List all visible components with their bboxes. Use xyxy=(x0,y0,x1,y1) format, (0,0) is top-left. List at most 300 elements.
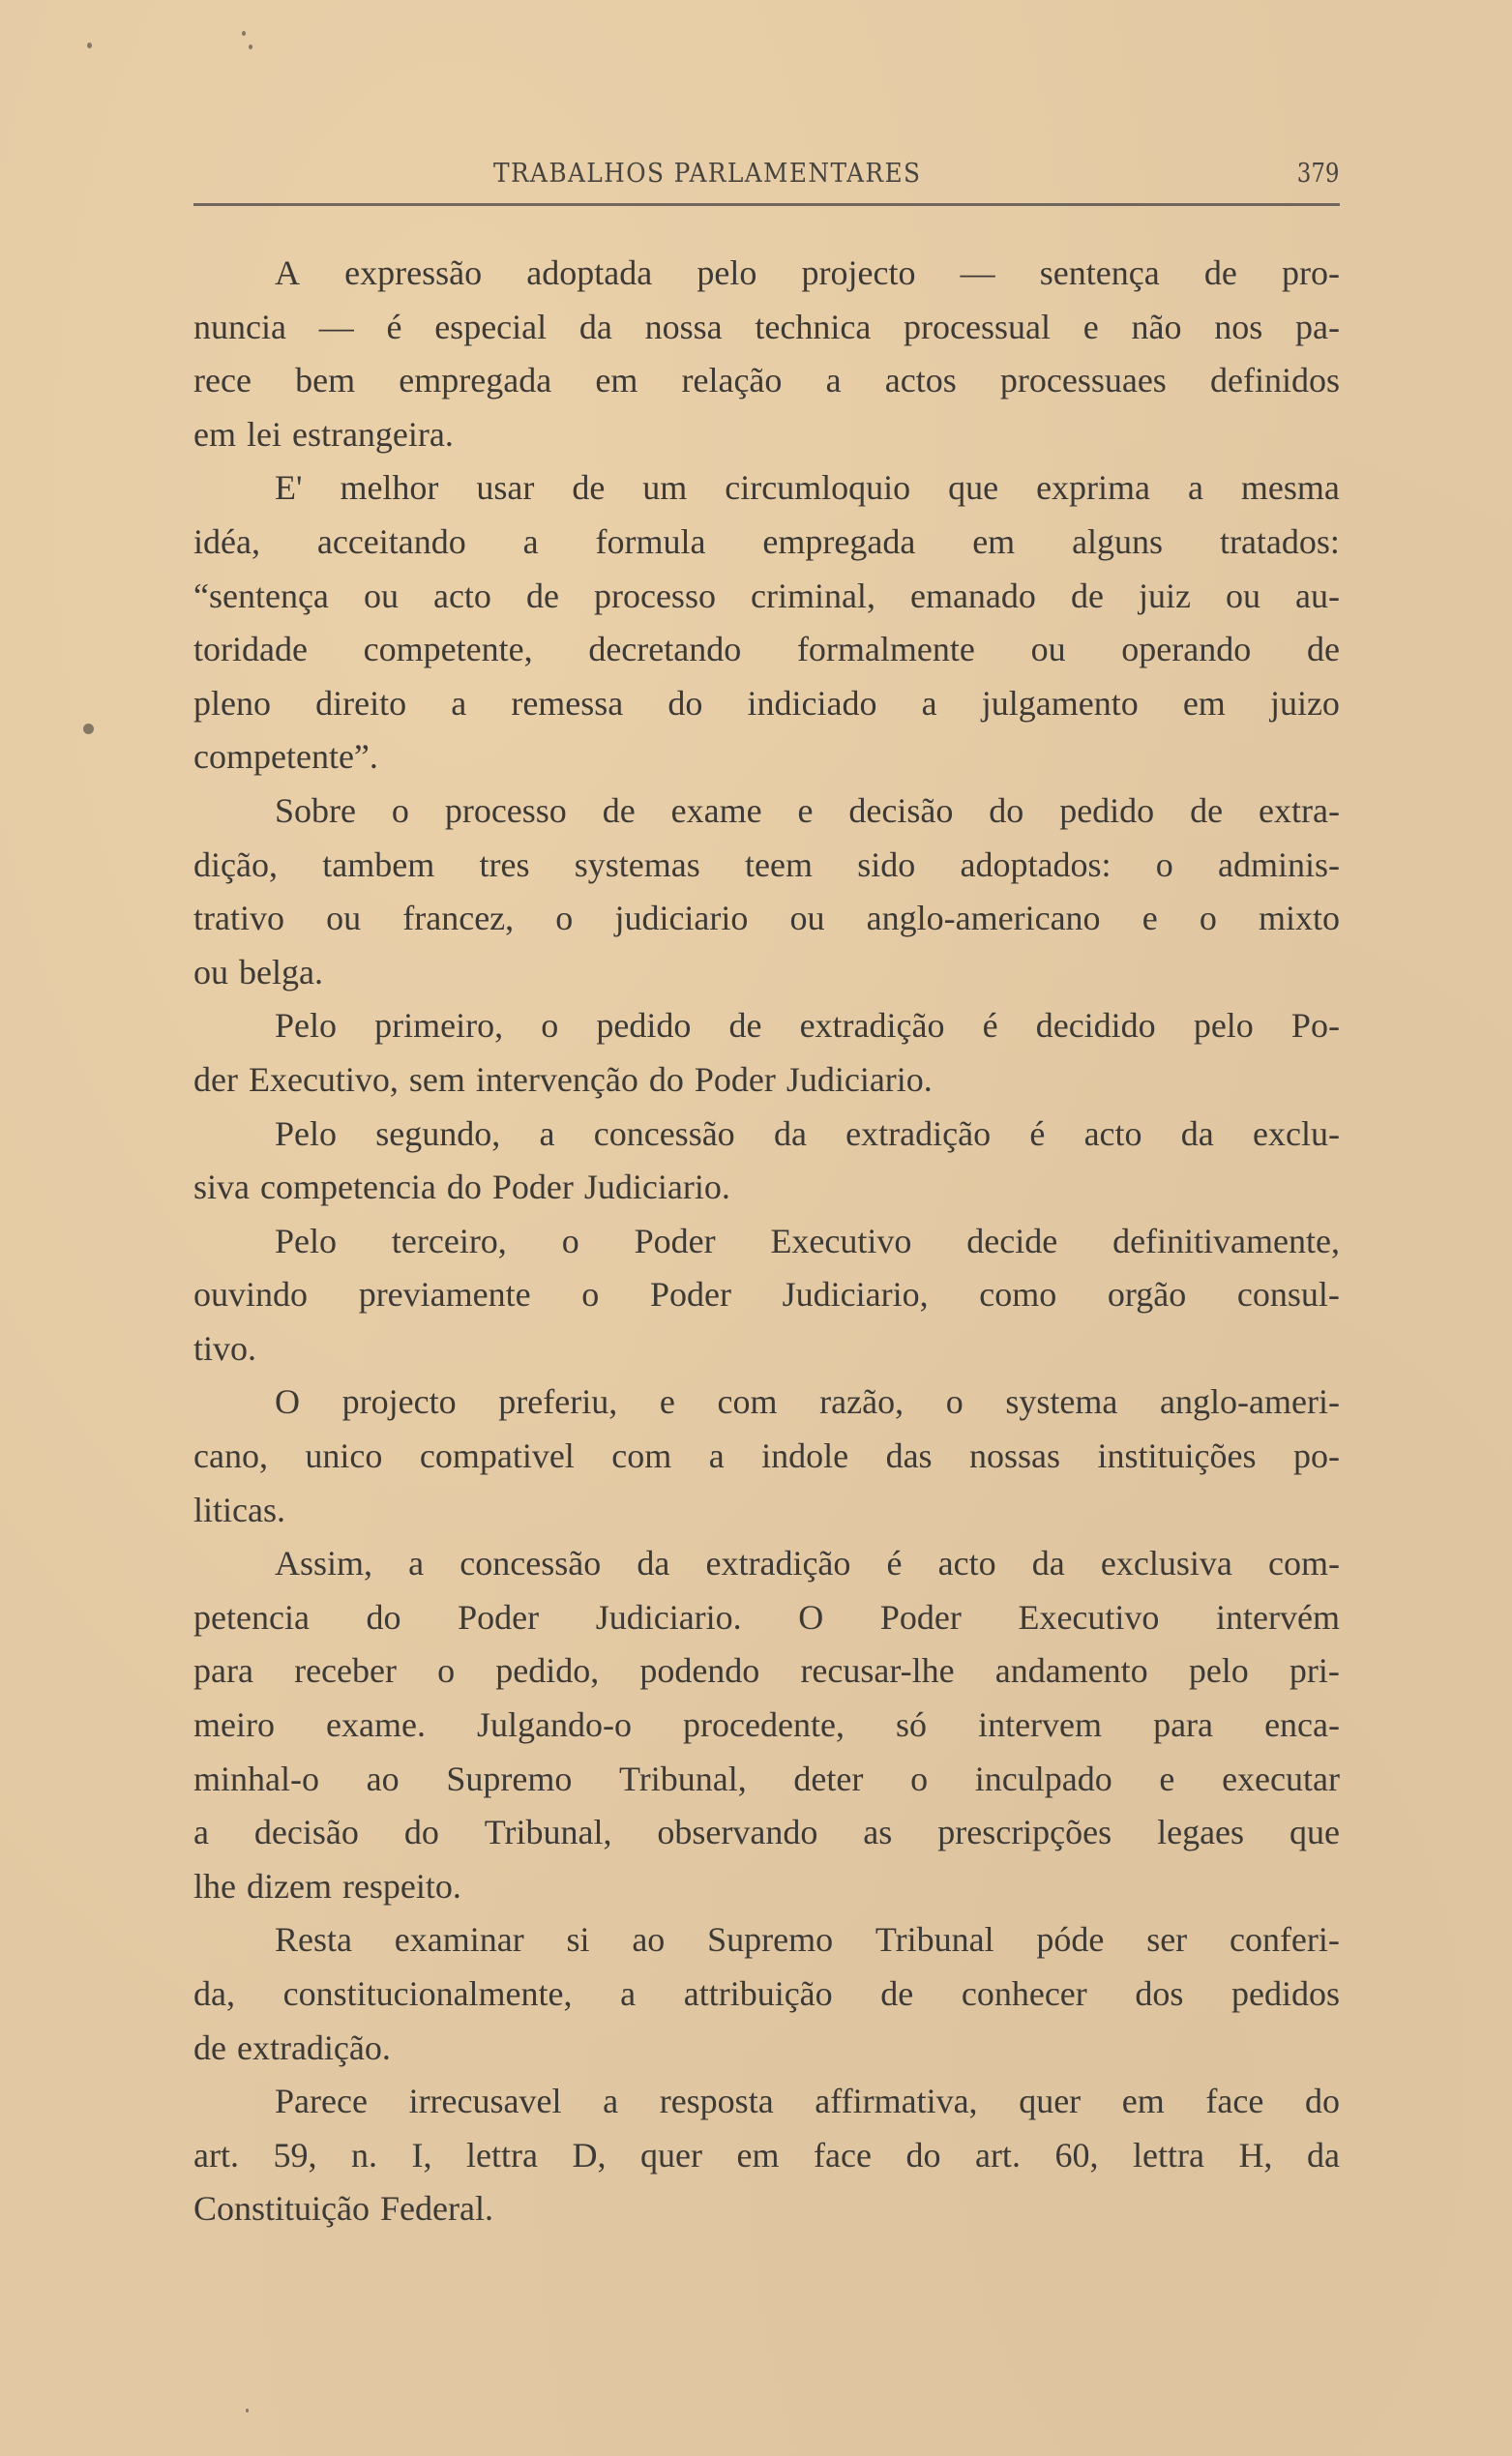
word: po- xyxy=(1292,1436,1340,1476)
word: e xyxy=(797,790,814,830)
word: direito xyxy=(315,683,407,723)
word: pedido xyxy=(1059,790,1155,830)
word: procedente, xyxy=(683,1705,845,1745)
word: formalmente xyxy=(796,630,975,669)
body-text xyxy=(193,247,1340,2236)
word: de xyxy=(1070,576,1104,615)
word: empregada xyxy=(399,361,552,400)
word: expressão xyxy=(344,253,483,292)
word: actos xyxy=(884,361,957,400)
word: de xyxy=(572,468,606,508)
word: empregada xyxy=(762,521,916,561)
running-header xyxy=(193,155,1340,193)
word: tivo. xyxy=(193,1328,257,1368)
word: systema xyxy=(1005,1382,1118,1422)
word: o xyxy=(437,1651,456,1691)
word: O xyxy=(275,1382,300,1422)
text-line xyxy=(193,516,1340,570)
word: formula xyxy=(595,521,706,561)
text-line xyxy=(193,2129,1340,2183)
word: operando xyxy=(1121,630,1252,669)
text-line xyxy=(193,247,1340,301)
word: o xyxy=(541,1006,559,1046)
word: 60, xyxy=(1054,2135,1099,2175)
word: extradição xyxy=(705,1544,851,1583)
word: ouvindo xyxy=(193,1275,309,1315)
word: o xyxy=(555,899,574,938)
word: — xyxy=(960,253,995,292)
word: art. xyxy=(974,2135,1021,2175)
word: n. xyxy=(351,2135,377,2175)
text-line xyxy=(193,839,1340,893)
word: adminis- xyxy=(1218,844,1340,884)
word: de xyxy=(525,576,559,615)
word: ser xyxy=(1146,1920,1188,1960)
word: exame xyxy=(670,790,762,830)
word: acceitando xyxy=(316,521,466,561)
word: technica xyxy=(755,307,872,346)
word: intervem xyxy=(978,1705,1103,1745)
word: definitivamente, xyxy=(1112,1221,1340,1260)
text-line xyxy=(193,946,1340,1000)
word: Tribunal xyxy=(875,1920,994,1960)
word: francez, xyxy=(402,899,515,938)
word: com xyxy=(611,1436,672,1476)
word: ao xyxy=(632,1920,666,1960)
word: pedidos xyxy=(1231,1974,1340,2013)
word: competente, xyxy=(363,630,533,669)
word: anglo-ameri- xyxy=(1160,1382,1340,1422)
word: face xyxy=(814,2135,872,2175)
word: quer xyxy=(640,2135,702,2175)
word: teem xyxy=(744,844,813,884)
word: pa- xyxy=(1294,307,1340,346)
text-line xyxy=(193,1913,1340,1968)
word: resposta xyxy=(659,2082,774,2121)
word: intervém xyxy=(1216,1597,1340,1637)
word: o xyxy=(391,790,409,830)
word: O xyxy=(798,1597,824,1637)
word: decretando xyxy=(588,630,742,669)
text-line xyxy=(193,1699,1340,1753)
word: orgão xyxy=(1107,1275,1187,1315)
word: Supremo xyxy=(707,1920,834,1960)
word: circumloquio xyxy=(725,468,911,508)
text-line xyxy=(193,570,1340,624)
word: face xyxy=(1205,2082,1264,2121)
word: e xyxy=(1082,307,1099,346)
word: em xyxy=(193,414,236,454)
text-line xyxy=(193,354,1340,408)
word: extradição xyxy=(799,1006,945,1046)
word: minhal-o xyxy=(193,1759,319,1798)
word: Poder xyxy=(694,1059,776,1099)
word: é xyxy=(886,1544,903,1583)
word: petencia xyxy=(193,1597,310,1637)
text-line xyxy=(193,1108,1340,1162)
word: extradição. xyxy=(236,2027,391,2067)
text-line xyxy=(193,623,1340,677)
word: au- xyxy=(1295,576,1340,615)
word: andamento xyxy=(994,1651,1148,1691)
text-line xyxy=(193,1376,1340,1430)
word: Constituição xyxy=(193,2189,370,2229)
word: exclusiva xyxy=(1100,1544,1232,1583)
word: do xyxy=(1304,2082,1340,2121)
word: nossa xyxy=(644,307,723,346)
word: em xyxy=(1182,683,1226,723)
word: indiciado xyxy=(747,683,877,723)
word: “sentença xyxy=(193,576,329,615)
word: definidos xyxy=(1209,361,1340,400)
word: concessão xyxy=(593,1113,735,1153)
word: ao xyxy=(366,1759,400,1798)
word: que xyxy=(1289,1813,1340,1852)
word: um xyxy=(642,468,688,508)
word: pedido xyxy=(596,1006,692,1046)
word: conhecer xyxy=(961,1974,1087,2013)
word: lhe xyxy=(193,1866,236,1906)
text-line xyxy=(193,1968,1340,2022)
word: Executivo xyxy=(770,1221,912,1260)
word: projecto xyxy=(801,253,916,292)
paper-speck xyxy=(83,724,94,734)
word: alguns xyxy=(1072,521,1164,561)
word: I, xyxy=(411,2135,432,2175)
word: respeito. xyxy=(341,1866,461,1906)
word: ou xyxy=(193,952,228,991)
word: lettra xyxy=(1132,2135,1204,2175)
word: conferi- xyxy=(1229,1920,1340,1960)
word: melhor xyxy=(340,468,439,508)
word: para xyxy=(1153,1705,1214,1745)
word: de xyxy=(880,1974,914,2013)
word: que xyxy=(948,468,999,508)
word: usar xyxy=(476,468,535,508)
word: deter xyxy=(793,1759,864,1798)
word: tres xyxy=(479,844,530,884)
text-line xyxy=(193,408,1340,462)
word: a xyxy=(408,1544,425,1583)
word: razão, xyxy=(819,1382,904,1422)
word: instituições xyxy=(1097,1436,1257,1476)
word: pedido, xyxy=(495,1651,600,1691)
word: e xyxy=(1159,1759,1175,1798)
text-line xyxy=(193,1860,1340,1914)
paper-speck xyxy=(249,44,252,49)
word: idéa, xyxy=(193,521,260,561)
text-line xyxy=(193,1268,1340,1322)
word: do xyxy=(648,1059,684,1099)
word: 59, xyxy=(273,2135,317,2175)
word: processuaes xyxy=(999,361,1167,400)
paper-speck xyxy=(87,43,92,48)
word: Resta xyxy=(275,1920,352,1960)
word: intervenção xyxy=(475,1059,638,1099)
word: indole xyxy=(761,1436,849,1476)
word: o xyxy=(1155,844,1173,884)
word: acto xyxy=(432,576,491,615)
word: Pelo xyxy=(275,1006,338,1046)
word: de xyxy=(1306,630,1340,669)
word: concessão xyxy=(460,1544,602,1583)
word: art. xyxy=(193,2135,239,2175)
word: Julgando-o xyxy=(477,1705,632,1745)
word: tambem xyxy=(322,844,435,884)
word: pelo xyxy=(1188,1651,1249,1691)
word: competencia xyxy=(260,1168,436,1207)
word: prescripções xyxy=(937,1813,1112,1852)
word: exprima xyxy=(1036,468,1151,508)
word: e xyxy=(1141,899,1158,938)
word: de xyxy=(1190,790,1224,830)
word: dizem xyxy=(246,1866,332,1906)
word: a xyxy=(1187,468,1203,508)
word: examinar xyxy=(394,1920,524,1960)
word: liticas. xyxy=(193,1490,285,1529)
word: enca- xyxy=(1264,1705,1340,1745)
word: nossas xyxy=(969,1436,1061,1476)
word: anglo-americano xyxy=(866,899,1101,938)
word: a xyxy=(620,1974,637,2013)
word: Pelo xyxy=(275,1113,338,1153)
word: da xyxy=(773,1113,807,1153)
word: com xyxy=(717,1382,778,1422)
word: do xyxy=(905,2135,941,2175)
word: em xyxy=(595,361,638,400)
word: da xyxy=(637,1544,670,1583)
word: Poder xyxy=(634,1221,716,1260)
text-line xyxy=(193,1161,1340,1215)
word: trativo xyxy=(193,899,284,938)
word: E' xyxy=(275,468,303,508)
word: ou xyxy=(326,899,362,938)
word: D, xyxy=(572,2135,607,2175)
text-line xyxy=(193,1644,1340,1699)
word: emanado xyxy=(909,576,1036,615)
word: Assim, xyxy=(275,1544,373,1583)
word: e xyxy=(659,1382,675,1422)
word: processo xyxy=(444,790,567,830)
word: com- xyxy=(1268,1544,1340,1583)
word: attribuição xyxy=(683,1974,833,2013)
word: recusar-lhe xyxy=(800,1651,955,1691)
word: pleno xyxy=(193,683,271,723)
word: Supremo xyxy=(446,1759,573,1798)
word: der xyxy=(193,1059,238,1099)
word: remessa xyxy=(511,683,624,723)
word: dição, xyxy=(193,844,278,884)
word: pri- xyxy=(1289,1651,1340,1691)
word: projecto xyxy=(341,1382,457,1422)
word: Judiciario. xyxy=(786,1059,933,1099)
text-line xyxy=(193,1053,1340,1108)
word: julgamento xyxy=(981,683,1139,723)
word: acto xyxy=(1083,1113,1142,1153)
word: judiciario xyxy=(614,899,749,938)
word: Tribunal, xyxy=(484,1813,612,1852)
word: Pelo xyxy=(275,1221,338,1260)
word: a xyxy=(539,1113,555,1153)
word: só xyxy=(896,1705,928,1745)
header-rule xyxy=(193,203,1340,206)
page-number: 379 xyxy=(1297,159,1340,189)
word: dos xyxy=(1135,1974,1184,2013)
word: primeiro, xyxy=(374,1006,504,1046)
word: a xyxy=(522,521,539,561)
word: processo xyxy=(593,576,716,615)
word: decisão xyxy=(253,1813,359,1852)
word: para xyxy=(193,1651,253,1691)
word: ou xyxy=(363,576,399,615)
text-line xyxy=(193,1806,1340,1860)
word: siva xyxy=(193,1168,250,1207)
word: exame. xyxy=(326,1705,426,1745)
word: do xyxy=(989,790,1024,830)
word: o xyxy=(581,1275,600,1315)
text-line xyxy=(193,1591,1340,1645)
word: exclu- xyxy=(1253,1113,1340,1153)
word: mixto xyxy=(1258,899,1340,938)
word: pelo xyxy=(697,253,757,292)
word: — xyxy=(318,307,354,346)
word: Poder xyxy=(491,1168,574,1207)
text-line xyxy=(193,1484,1340,1538)
word: consul- xyxy=(1236,1275,1340,1315)
word: o xyxy=(945,1382,964,1422)
text-line xyxy=(193,461,1340,516)
word: irrecusavel xyxy=(408,2082,562,2121)
word: processual xyxy=(904,307,1051,346)
word: o xyxy=(910,1759,929,1798)
word: belga. xyxy=(239,952,323,991)
word: a xyxy=(825,361,842,400)
word: Federal. xyxy=(380,2189,493,2229)
text-line xyxy=(193,1430,1340,1484)
word: extradição xyxy=(845,1113,992,1153)
word: executar xyxy=(1222,1759,1340,1798)
word: das xyxy=(885,1436,933,1476)
word: affirmativa, xyxy=(815,2082,978,2121)
word: adoptada xyxy=(526,253,653,292)
text-line xyxy=(193,1753,1340,1807)
word: Poder xyxy=(458,1597,540,1637)
word: da xyxy=(1031,1544,1065,1583)
word: do xyxy=(446,1168,482,1207)
word: rece xyxy=(193,361,252,400)
text-line xyxy=(193,2182,1340,2236)
word: de xyxy=(193,2027,226,2067)
word: da xyxy=(1180,1113,1214,1153)
word: H, xyxy=(1238,2135,1273,2175)
word: pro- xyxy=(1282,253,1340,292)
word: a xyxy=(451,683,467,723)
word: previamente xyxy=(358,1275,531,1315)
word: como xyxy=(979,1275,1057,1315)
word: adoptados: xyxy=(960,844,1112,884)
word: de xyxy=(602,790,636,830)
word: extra- xyxy=(1259,790,1340,830)
word: si xyxy=(566,1920,590,1960)
word: Executivo, xyxy=(248,1059,399,1099)
word: cano, xyxy=(193,1436,268,1476)
word: Po- xyxy=(1290,1006,1340,1046)
word: sido xyxy=(857,844,916,884)
word: ou xyxy=(1030,630,1066,669)
text-line xyxy=(193,999,1340,1053)
text-line xyxy=(193,784,1340,839)
word: lei xyxy=(246,414,282,454)
word: inculpado xyxy=(974,1759,1112,1798)
word: nos xyxy=(1214,307,1263,346)
word: de xyxy=(728,1006,762,1046)
text-line xyxy=(193,1537,1340,1591)
word: Judiciario. xyxy=(595,1597,742,1637)
word: é xyxy=(386,307,402,346)
word: da xyxy=(1306,2135,1340,2175)
word: a xyxy=(603,2082,619,2121)
word: Poder xyxy=(649,1275,731,1315)
word: do xyxy=(366,1597,401,1637)
word: systemas xyxy=(574,844,700,884)
word: meiro xyxy=(193,1705,275,1745)
word: Parece xyxy=(275,2082,368,2121)
word: lettra xyxy=(466,2135,538,2175)
word: a xyxy=(708,1436,725,1476)
text-line xyxy=(193,2022,1340,2076)
word: legaes xyxy=(1157,1813,1245,1852)
word: ou xyxy=(789,899,825,938)
word: do xyxy=(403,1813,439,1852)
word: Judiciario, xyxy=(782,1275,929,1315)
word: acto xyxy=(937,1544,996,1583)
word: constitucionalmente, xyxy=(282,1974,573,2013)
paper-speck xyxy=(242,31,246,36)
word: Poder xyxy=(879,1597,962,1637)
word: sentença xyxy=(1039,253,1160,292)
word: da, xyxy=(193,1974,235,2013)
word: sem xyxy=(408,1059,465,1099)
word: receber xyxy=(294,1651,397,1691)
word: competente”. xyxy=(193,737,378,777)
paper-speck xyxy=(246,2409,249,2412)
word: decidido xyxy=(1035,1006,1156,1046)
text-line xyxy=(193,2075,1340,2129)
word: nuncia xyxy=(193,307,286,346)
word: em xyxy=(972,521,1016,561)
word: em xyxy=(1121,2082,1165,2121)
word: toridade xyxy=(193,630,308,669)
text-line xyxy=(193,301,1340,355)
word: de xyxy=(1203,253,1237,292)
word: Executivo xyxy=(1018,1597,1160,1637)
text-line xyxy=(193,892,1340,946)
text-line xyxy=(193,677,1340,731)
word: compativel xyxy=(419,1436,575,1476)
text-line xyxy=(193,1322,1340,1376)
word: criminal, xyxy=(750,576,875,615)
word: estrangeira. xyxy=(291,414,454,454)
word: especial xyxy=(434,307,548,346)
word: Tribunal, xyxy=(619,1759,747,1798)
word: a xyxy=(193,1813,209,1852)
word: terceiro, xyxy=(391,1221,507,1260)
word: da xyxy=(578,307,612,346)
word: não xyxy=(1131,307,1182,346)
word: podendo xyxy=(639,1651,760,1691)
word: do xyxy=(667,683,703,723)
word: Judiciario. xyxy=(583,1168,730,1207)
